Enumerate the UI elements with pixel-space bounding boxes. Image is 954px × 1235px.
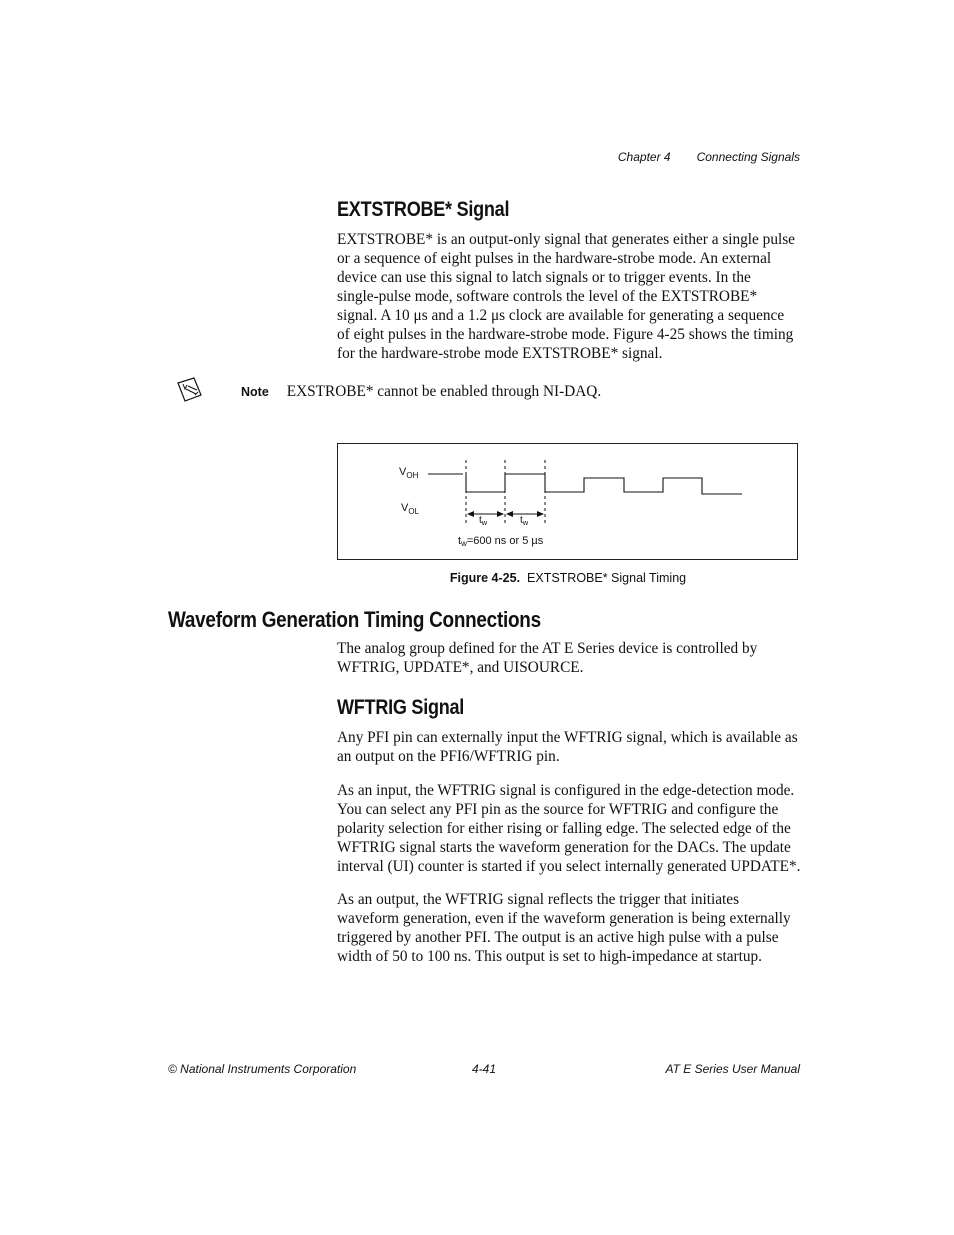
wftrig-paragraph-1 [337, 728, 807, 766]
header-section: Connecting Signals [696, 150, 800, 164]
footer-manual-title: AT E Series User Manual [665, 1062, 800, 1076]
header-chapter: Chapter 4 [617, 150, 671, 164]
wftrig-paragraph-3 [337, 890, 807, 966]
strobe-waveform [466, 474, 742, 494]
text-line: an output on the PFI6/WFTRIG pin. [337, 748, 560, 765]
extstrobe-heading: EXTSTROBE* Signal [337, 198, 510, 221]
text-line: As an input, the WFTRIG signal is configured in the edge-detection mode. [337, 782, 795, 799]
text-line: single-pulse mode, software controls the level of the EXTSTROBE* [337, 288, 758, 305]
text-line: device can use this signal to latch signals or to trigger events. In the [337, 269, 751, 286]
caption-title: EXTSTROBE* Signal Timing [527, 571, 687, 585]
tw-value-label: tw=600 ns or 5 µs [458, 535, 544, 548]
text-line: triggered by another PFI. The output is an active high pulse with a pulse [337, 929, 779, 946]
text-line: EXTSTROBE* is an output-only signal that generates either a single pulse [337, 231, 795, 248]
waveform-heading: Waveform Generation Timing Connections [168, 607, 541, 632]
text-line: WFTRIG signal starts the waveform generation for the DACs. The update [337, 839, 791, 856]
text-line: WFTRIG, UPDATE*, and UISOURCE. [337, 659, 584, 676]
note-label: Note [241, 385, 269, 399]
tw-arrow [467, 511, 504, 517]
footer-page-number: 4-41 [472, 1062, 497, 1076]
figure-caption [337, 571, 799, 585]
note [241, 383, 601, 401]
running-header [618, 150, 800, 164]
waveform-paragraph [337, 639, 807, 677]
text-line: As an output, the WFTRIG signal reflects the trigger that initiates [337, 891, 740, 908]
text-line: Any PFI pin can externally input the WFTRIG signal, which is available as [337, 729, 798, 746]
text-line: for the hardware-strobe mode EXTSTROBE* signal. [337, 345, 663, 362]
text-line: The analog group defined for the AT E Series device is controlled by [337, 640, 758, 657]
tw-arrow [506, 511, 544, 517]
extstrobe-paragraph [337, 230, 807, 363]
text-line: or a sequence of eight pulses in the hardware-strobe mode. An external [337, 250, 772, 267]
text-line: of eight pulses in the hardware-strobe mode. Figure 4-25 shows the timing [337, 326, 794, 343]
text-line: interval (UI) counter is started if you select internally generated UPDATE*. [337, 858, 801, 875]
timing-figure [337, 443, 798, 560]
caption-number: Figure 4-25. [449, 571, 521, 585]
voh-label: $V_{OH}$ [399, 466, 419, 480]
text-line: polarity selection for either rising or falling edge. The selected edge of the [337, 820, 791, 837]
wftrig-paragraph-2 [337, 781, 812, 876]
wftrig-heading: WFTRIG Signal [337, 696, 465, 719]
text-line: signal. A 10 μs and a 1.2 μs clock are available for generating a sequence [337, 307, 785, 324]
tw-label: $t_w$ [520, 515, 529, 527]
text-line: width of 50 to 100 ns. This output is set to high-impedance at startup. [337, 948, 763, 965]
text-line: waveform generation, even if the waveform generation is being externally [337, 910, 791, 927]
tw-label: $t_w$ [479, 515, 488, 527]
note-text: EXSTROBE* cannot be enabled through NI-DAQ. [286, 383, 602, 400]
vol-label: $V_{OL}$ [401, 502, 420, 516]
footer-copyright: © National Instruments Corporation [168, 1062, 357, 1076]
text-line: You can select any PFI pin as the source for WFTRIG and configure the [337, 801, 779, 818]
note-pad-icon [174, 376, 204, 404]
